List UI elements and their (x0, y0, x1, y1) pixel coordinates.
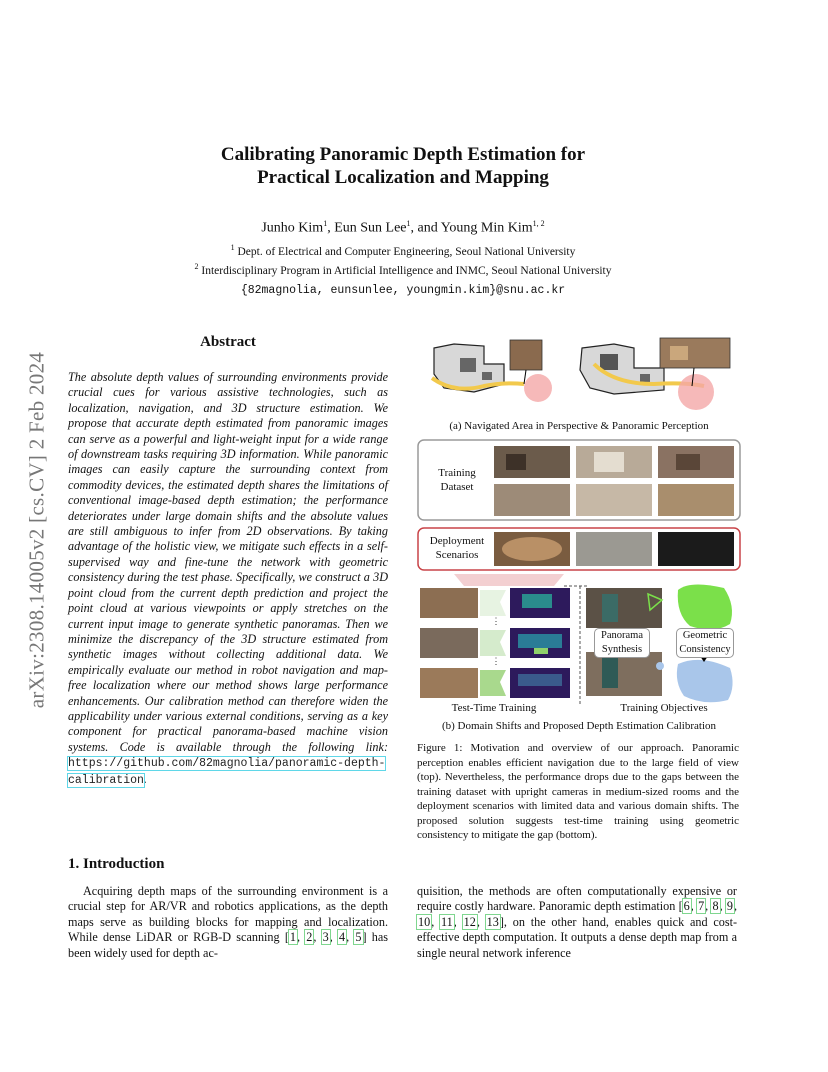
intro-text: ] has been widely used for depth ac- (68, 930, 389, 960)
deployment-thumbnails (494, 532, 734, 566)
affiliation-text: Dept. of Electrical and Computer Engineering, Seoul National University (237, 245, 576, 258)
citation-link[interactable]: 9 (726, 899, 733, 914)
pink-funnel (454, 574, 564, 586)
floorplan-perspective (428, 340, 568, 404)
svg-text:⋮: ⋮ (491, 656, 501, 666)
floorplan-panoramic (580, 338, 730, 410)
arxiv-id: arXiv:2308.14005v2 [cs.CV] 2 Feb 2024 (24, 351, 49, 709)
training-dataset-label: Training Dataset (438, 467, 476, 493)
introduction-heading: 1. Introduction (68, 856, 165, 872)
citation-link[interactable]: 12 (463, 914, 476, 929)
deployment-scenarios-label: Deployment Scenarios (429, 535, 485, 561)
figure-1 (414, 334, 744, 734)
citation-link[interactable]: 5 (355, 930, 362, 945)
author-name: Young Min Kim (440, 220, 533, 236)
intro-left-column: Acquiring depth maps of the surrounding environment is a crucial step for AR/VR and robotics applications, as the depth maps serve as building blocks for mapping and localization. While dense LiDAR or RGB-D scanning [1, 2, 3, 4, 5] has been widely used for depth ac- (68, 884, 389, 960)
citation-link[interactable]: 13 (486, 914, 499, 929)
citation-link[interactable]: 1 (289, 930, 296, 945)
affiliation-sup: 2 (194, 262, 199, 271)
intro-text: Acquiring depth maps of the surrounding environment is a crucial step for AR/VR and robotics applications, as the depth maps serve as building blocks for mapping and localization. While dense LiDAR or RGB-D scanning [ (68, 884, 388, 945)
test-time-training-label: Test-Time Training (451, 702, 537, 714)
figure-caption: Figure 1: Motivation and overview of our approach. Panoramic perception enables efficient navigation due to the large field of view (top). Nevertheless, the performance drops due to the gaps between the training dataset with upright cameras in medium-sized rooms and the deployment scenarios with limited data and various domain shifts. The proposed solution suggests test-time training using geometric consistency to mitigate the gap (bottom). (417, 742, 739, 841)
panorama-synthesis-label: Panorama Synthesis (594, 628, 650, 658)
subfigure-b-caption: (b) Domain Shifts and Proposed Depth Estimation Calibration (441, 720, 717, 732)
citation-link[interactable]: 3 (322, 930, 329, 945)
author-name: Junho Kim (261, 220, 324, 236)
arxiv-sidebar (22, 300, 52, 760)
author-separator: , (327, 220, 335, 236)
training-objectives-label: Training Objectives (620, 702, 708, 714)
intro-text: quisition, the methods are often computationally expensive or require costly hardware. Panoramic depth estimation [ (417, 884, 737, 914)
citation-link[interactable]: 8 (712, 899, 719, 914)
intro-right-column: quisition, the methods are often computationally expensive or require costly hardware. Panoramic depth estimation [6, 7, 8, 9, 10, 11, 12, 13], on the other hand, enables quick and cost-effective depth computation. It outputs a dense depth map from a single neural network inference (417, 884, 738, 960)
author-list (120, 219, 686, 237)
abstract-body (68, 370, 388, 788)
author-name: Eun Sun Lee (334, 220, 407, 236)
test-time-training-grid (420, 588, 570, 698)
author-sup: 1, 2 (532, 219, 545, 228)
svg-text:⋮: ⋮ (491, 616, 501, 626)
abstract-end: . (143, 771, 147, 786)
affiliation-text: Interdisciplinary Program in Artificial Intelligence and INMC, Seoul National University (201, 264, 612, 277)
citation-link[interactable]: 4 (339, 930, 346, 945)
affiliation-1 (120, 243, 686, 258)
paper-title (120, 143, 686, 189)
author-sup: 1 (406, 219, 411, 228)
code-link[interactable]: https://github.com/82magnolia/panoramic-depth-calibration (68, 757, 386, 787)
subfigure-a-caption: (a) Navigated Area in Perspective & Panoramic Perception (449, 420, 709, 432)
citation-link[interactable]: 6 (683, 899, 690, 914)
citation-link[interactable]: 11 (441, 914, 453, 929)
abstract-text: The absolute depth values of surrounding environments provide crucial cues for various assistive technologies, such as localization, navigation, and 3D structure estimation. We propose that accurate depth estimated from panoramic images can serve as a powerful and light-weight input for a wide range of downstream tasks requiring 3D information. While panoramic images can easily capture the surrounding context from commodity devices, the estimated depth shares the limitations of conventional image-based depth estimation; the performance deteriorates under large domain shifts and the absolute values are still ambiguous to infer from 2D observations. By taking advantage of the holistic view, we mitigate such effects in a self-supervised way and fine-tune the network with geometric consistency during the test phase. Specifically, we construct a 3D point cloud from the current depth prediction and project the point cloud at various viewpoints or apply stretches on the current input image to generate synthetic panoramas. Then we minimize the discrepancy of the 3D structure estimated from synthetic images without collecting additional data. We empirically evaluate our method in robot navigation and map-free localization where our method shows large performance enhancements. Our calibration method can therefore widen the applicability under various external conditions, serving as a key component for practical panorama-based machine vision systems. Code is available through the following link: (68, 370, 388, 754)
affiliation-2 (120, 262, 686, 277)
title-line-2: Practical Localization and Mapping (257, 167, 549, 188)
geometric-consistency-label: Geometric Consistency (676, 628, 734, 658)
intro-text: ], on the other hand, enables quick and cost-effective depth computation. It outputs a dense depth map from a single neural network inference (417, 914, 738, 960)
affiliation-sup: 1 (230, 243, 235, 252)
citation-link[interactable]: 10 (418, 914, 431, 929)
abstract-heading: Abstract (200, 334, 256, 350)
citation-link[interactable]: 2 (306, 930, 313, 945)
author-sup: 1 (323, 219, 328, 228)
author-emails: {82magnolia, eunsunlee, youngmin.kim}@snu.ac.kr (240, 284, 566, 297)
author-separator: , and (410, 220, 441, 236)
citation-link[interactable]: 7 (698, 899, 705, 914)
title-line-1: Calibrating Panoramic Depth Estimation for (220, 144, 586, 165)
